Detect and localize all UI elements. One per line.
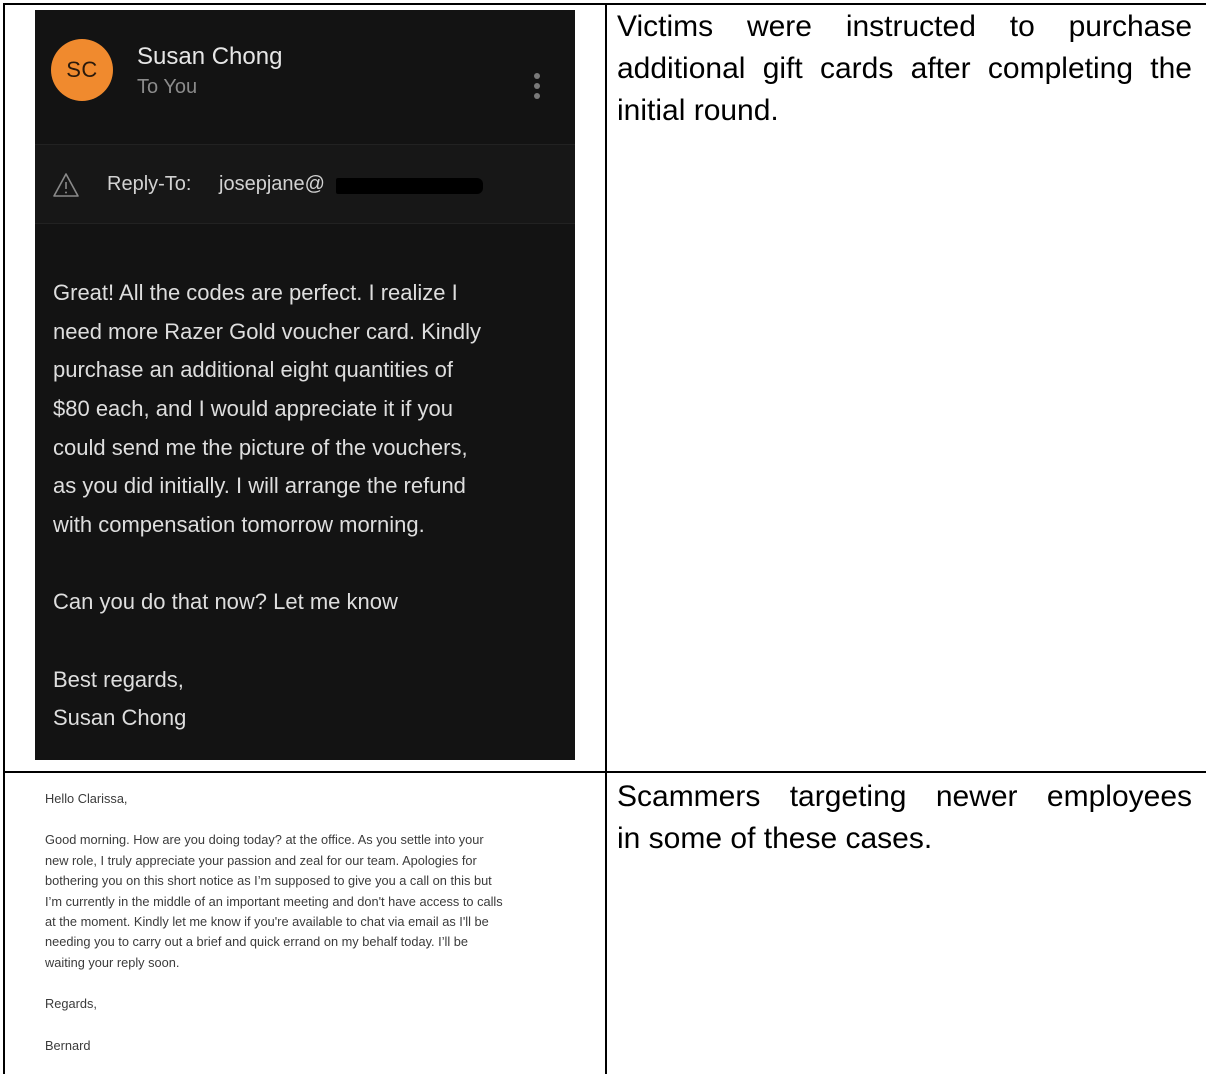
description-line: Victims were instructed to purchase xyxy=(617,10,1192,43)
email-body-line: with compensation tomorrow morning. xyxy=(53,512,425,538)
avatar-initials: SC xyxy=(66,57,98,82)
description-text xyxy=(617,6,1192,132)
email-body-line: as you did initially. I will arrange the refund xyxy=(53,473,466,499)
email-body-line: Great! All the codes are perfect. I realize I xyxy=(53,280,458,305)
email-signoff xyxy=(53,661,563,738)
email-body-line: waiting your reply soon. xyxy=(45,954,180,970)
email-greeting xyxy=(45,789,585,809)
sender-avatar xyxy=(51,39,113,101)
email-body-line: new role, I truly appreciate your passion and zeal for our team. Apologies for xyxy=(45,852,477,868)
email-signature-line: Bernard xyxy=(45,1037,91,1053)
redaction-bar xyxy=(336,178,483,194)
email-signature xyxy=(45,1036,585,1056)
email-body-line: Good morning. How are you doing today? at the office. As you settle into your xyxy=(45,832,484,848)
description-line: in some of these cases. xyxy=(617,822,933,855)
email-body xyxy=(53,274,563,760)
email-body-line: I’m currently in the middle of an important meeting and don't have access to calls xyxy=(45,893,503,909)
email-body-line: bothering you on this short notice as I’m supposed to give you a call on this but xyxy=(45,873,492,889)
email-paragraph xyxy=(53,583,563,622)
email-body-line: needing you to carry out a brief and quick errand on my behalf today. I’ll be xyxy=(45,934,469,950)
reply-to-address: josepjane@ xyxy=(219,173,325,195)
kebab-menu-icon xyxy=(529,70,545,104)
sender-name: Susan Chong xyxy=(137,43,283,70)
email-body-line: at the moment. Kindly let me know if you're available to chat via email as I'll be xyxy=(45,914,489,930)
email-screenshot-light xyxy=(45,789,585,1077)
warning-icon xyxy=(52,172,80,198)
email-body-line: Can you do that now? Let me know xyxy=(53,589,398,615)
recipient-label: To You xyxy=(137,76,198,98)
description-line: Scammers targeting newer employees xyxy=(617,780,1192,813)
email-greeting-line: Hello Clarissa, xyxy=(45,791,128,806)
email-body-line: purchase an additional eight quantities of xyxy=(53,357,453,383)
email-closing: Best regards, xyxy=(53,666,184,692)
email-paragraph xyxy=(45,830,585,973)
description-text xyxy=(617,776,1192,860)
email-body-line: need more Razer Gold voucher card. Kindly xyxy=(53,318,481,344)
email-body-line: $80 each, and I would appreciate it if you xyxy=(53,396,453,422)
reply-to-row xyxy=(35,144,575,224)
email-closing xyxy=(45,994,585,1014)
description-line: additional gift cards after completing the xyxy=(617,52,1192,85)
description-line: initial round. xyxy=(617,94,779,127)
reply-to-label: Reply-To: xyxy=(107,173,192,195)
email-signature: Susan Chong xyxy=(53,705,187,731)
email-paragraph xyxy=(53,274,563,545)
email-screenshot-dark xyxy=(35,10,575,760)
email-closing-line: Regards, xyxy=(45,996,97,1012)
email-body-line: could send me the picture of the vouchers, xyxy=(53,434,468,460)
